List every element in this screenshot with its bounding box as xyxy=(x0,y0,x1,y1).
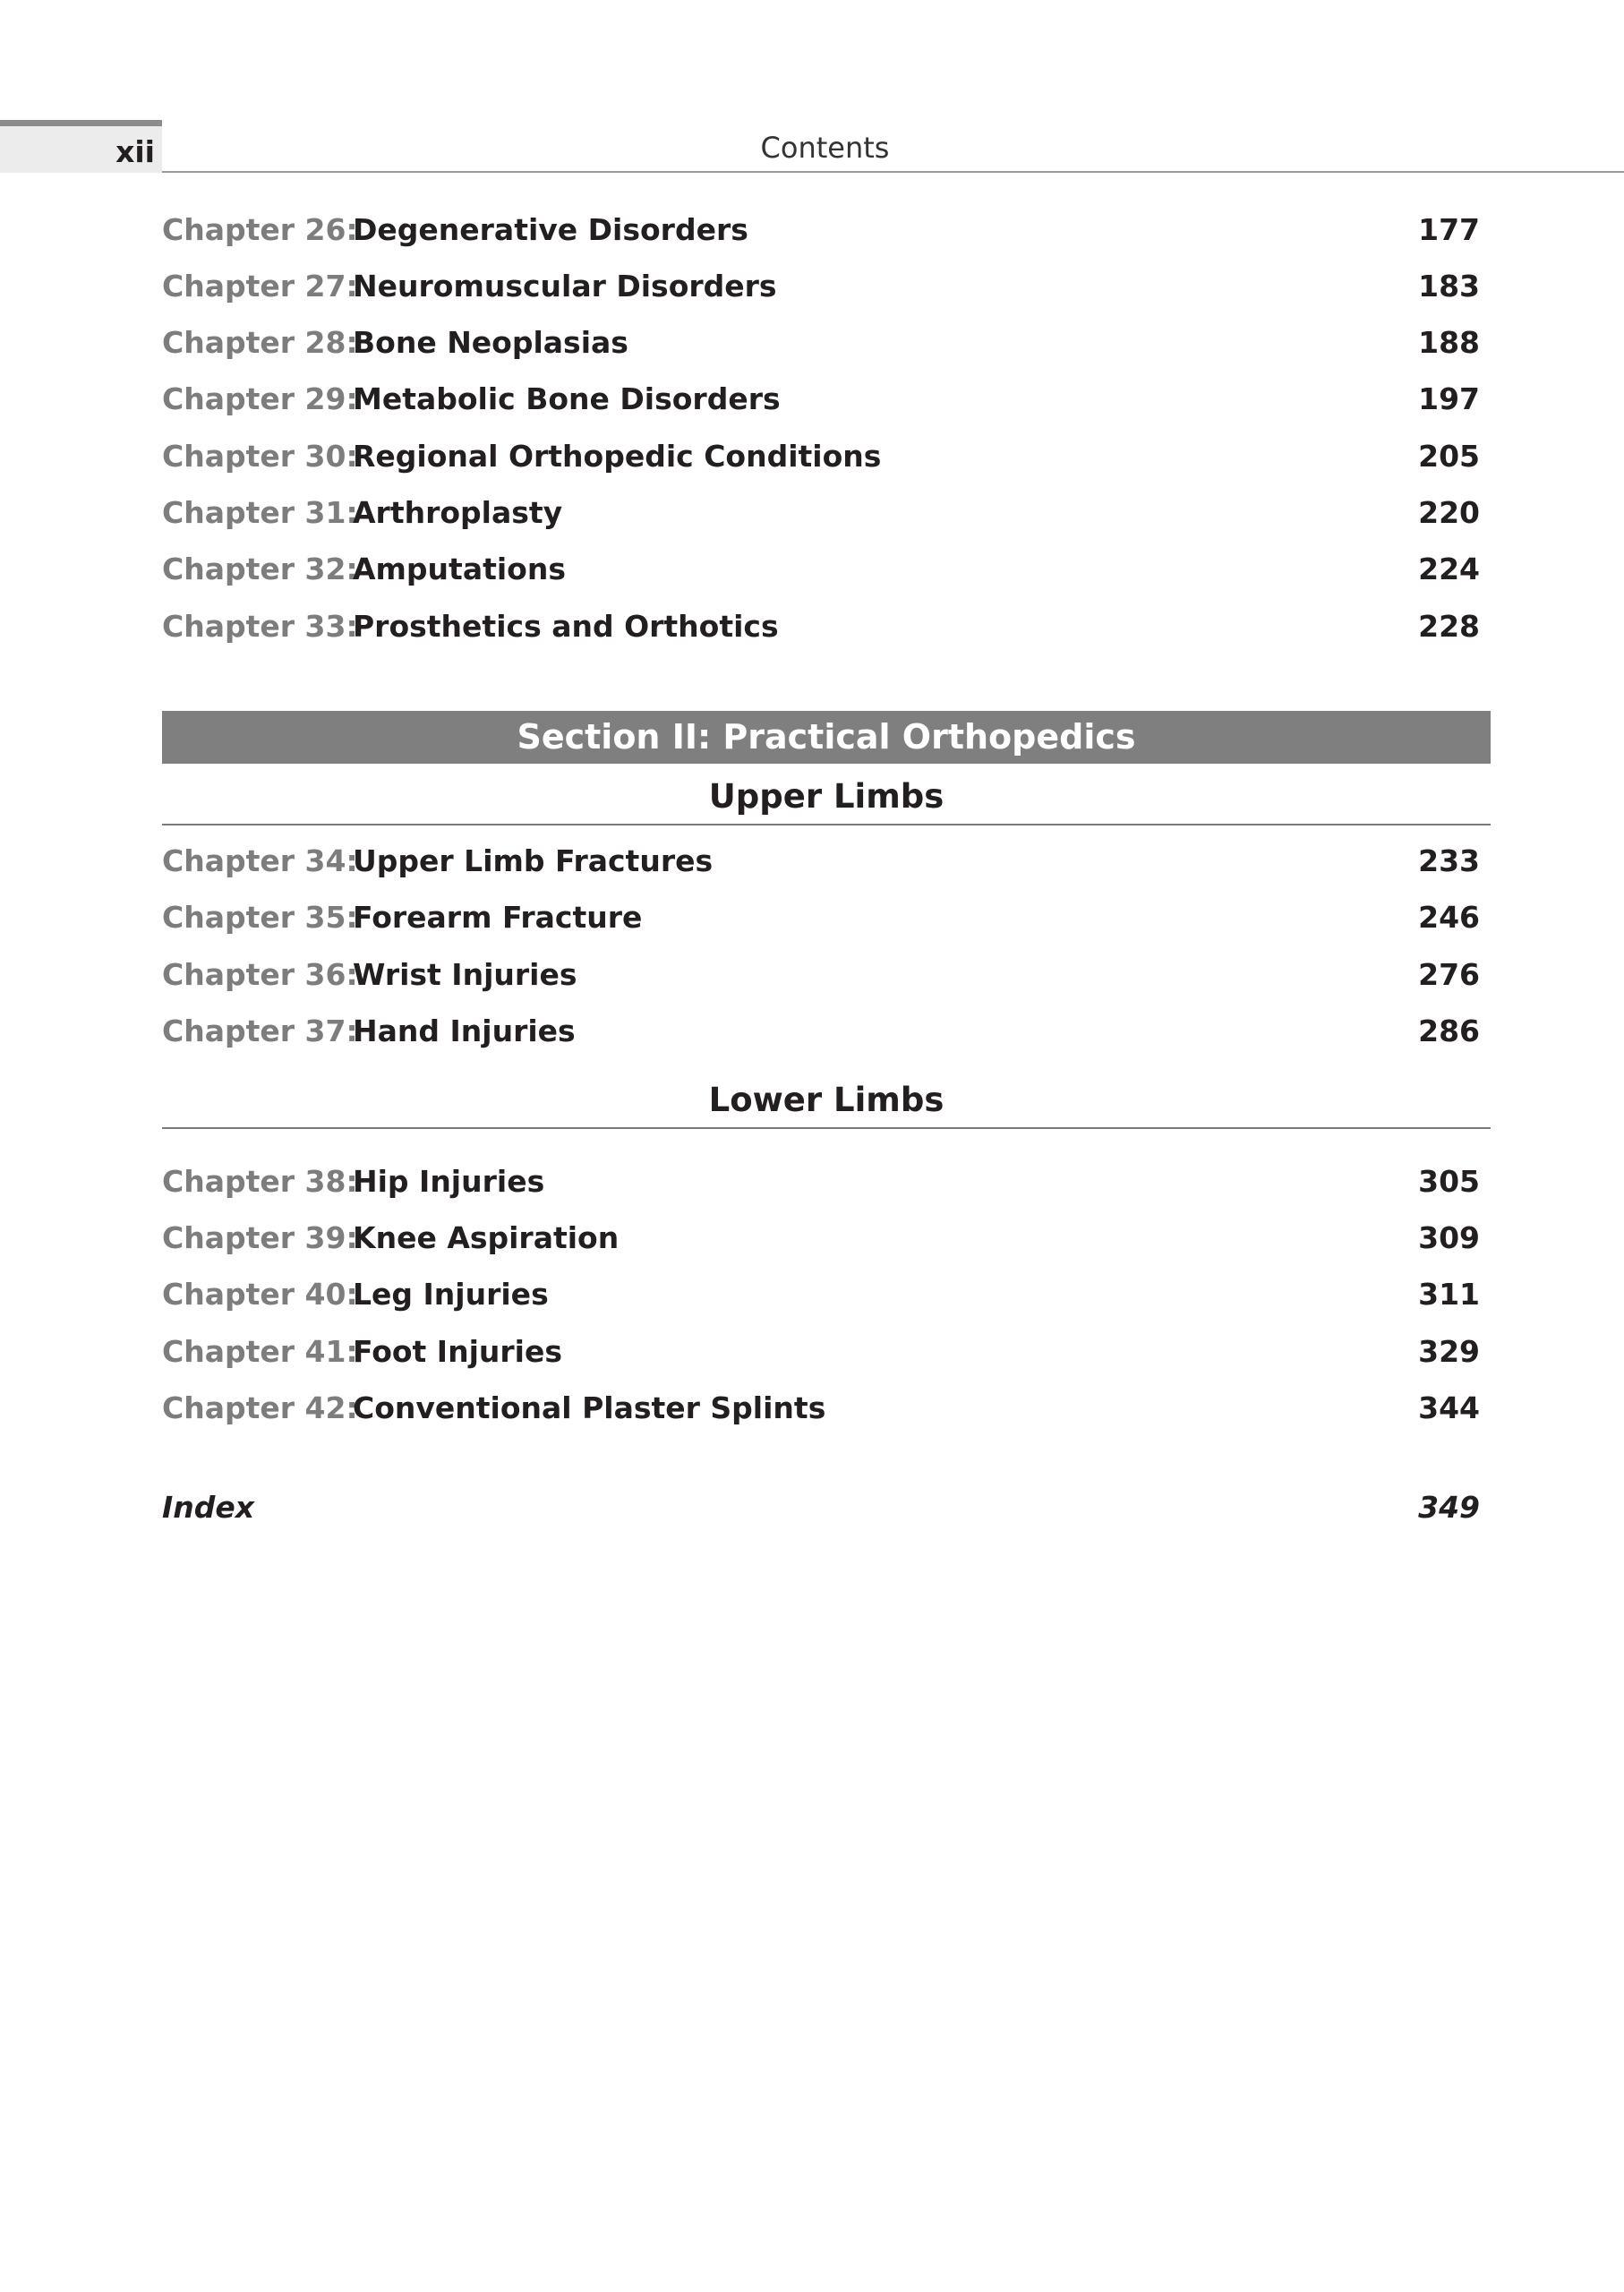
chapter-page: 311 xyxy=(1418,1277,1480,1312)
chapter-page: 205 xyxy=(1418,439,1480,474)
page-number: xii xyxy=(115,134,155,169)
chapter-number: Chapter 41: xyxy=(162,1334,358,1369)
chapter-title[interactable]: Wrist Injuries xyxy=(353,957,577,992)
subsection-rule xyxy=(162,1127,1491,1129)
chapter-page: 329 xyxy=(1418,1334,1480,1369)
chapter-number: Chapter 29: xyxy=(162,381,358,416)
chapter-number: Chapter 32: xyxy=(162,552,358,586)
chapter-number: Chapter 39: xyxy=(162,1220,358,1255)
chapter-page: 177 xyxy=(1418,212,1480,247)
chapter-page: 183 xyxy=(1418,269,1480,304)
chapter-page: 305 xyxy=(1418,1164,1480,1199)
toc-entry[interactable] xyxy=(162,1213,1491,1263)
chapter-page: 188 xyxy=(1418,325,1480,360)
chapter-title[interactable]: Degenerative Disorders xyxy=(353,212,748,247)
chapter-title[interactable]: Arthroplasty xyxy=(353,495,563,530)
toc-entry[interactable] xyxy=(162,544,1491,594)
toc-entry[interactable] xyxy=(162,1157,1491,1207)
chapter-page: 286 xyxy=(1418,1013,1480,1048)
chapter-title[interactable]: Conventional Plaster Splints xyxy=(353,1390,826,1425)
chapter-page: 220 xyxy=(1418,495,1480,530)
toc-entry[interactable] xyxy=(162,1006,1491,1056)
chapter-number: Chapter 28: xyxy=(162,325,358,360)
toc-entry[interactable] xyxy=(162,1270,1491,1320)
chapter-page: 233 xyxy=(1418,843,1480,878)
header-rule xyxy=(162,171,1624,173)
chapter-page: 276 xyxy=(1418,957,1480,992)
chapter-number: Chapter 37: xyxy=(162,1013,358,1048)
index-label[interactable]: Index xyxy=(162,1490,255,1525)
toc-entry[interactable] xyxy=(162,488,1491,538)
subsection-heading-upper-limbs: Upper Limbs xyxy=(708,777,944,816)
chapter-title[interactable]: Forearm Fracture xyxy=(353,900,643,935)
toc-entry[interactable] xyxy=(162,318,1491,368)
chapter-number: Chapter 31: xyxy=(162,495,358,530)
chapter-page: 246 xyxy=(1418,900,1480,935)
toc-entry[interactable] xyxy=(162,1383,1491,1433)
toc-entry[interactable] xyxy=(162,836,1491,886)
section-banner: Section II: Practical Orthopedics xyxy=(162,711,1491,764)
chapter-page: 344 xyxy=(1418,1390,1480,1425)
header-tab-bar xyxy=(0,120,162,126)
chapter-title[interactable]: Hip Injuries xyxy=(353,1164,545,1199)
chapter-title[interactable]: Regional Orthopedic Conditions xyxy=(353,439,882,474)
chapter-title[interactable]: Knee Aspiration xyxy=(353,1220,620,1255)
chapter-number: Chapter 42: xyxy=(162,1390,358,1425)
chapter-number: Chapter 27: xyxy=(162,269,358,304)
index-page: 349 xyxy=(1418,1490,1480,1525)
toc-entry[interactable] xyxy=(162,205,1491,255)
chapter-page: 309 xyxy=(1418,1220,1480,1255)
chapter-number: Chapter 34: xyxy=(162,843,358,878)
chapter-page: 228 xyxy=(1418,609,1480,644)
subsection-heading-lower-limbs: Lower Limbs xyxy=(708,1081,944,1119)
toc-entry[interactable] xyxy=(162,261,1491,312)
chapter-number: Chapter 40: xyxy=(162,1277,358,1312)
toc-entry[interactable] xyxy=(162,432,1491,482)
toc-entry[interactable] xyxy=(162,602,1491,652)
chapter-title[interactable]: Hand Injuries xyxy=(353,1013,576,1048)
chapter-number: Chapter 30: xyxy=(162,439,358,474)
toc-entry[interactable] xyxy=(162,893,1491,943)
chapter-number: Chapter 26: xyxy=(162,212,358,247)
toc-entry[interactable] xyxy=(162,1327,1491,1377)
chapter-number: Chapter 38: xyxy=(162,1164,358,1199)
chapter-title[interactable]: Leg Injuries xyxy=(353,1277,549,1312)
chapter-title[interactable]: Upper Limb Fractures xyxy=(353,843,714,878)
chapter-title[interactable]: Neuromuscular Disorders xyxy=(353,269,777,304)
running-head: Contents xyxy=(760,131,890,165)
chapter-number: Chapter 36: xyxy=(162,957,358,992)
chapter-title[interactable]: Prosthetics and Orthotics xyxy=(353,609,779,644)
chapter-title[interactable]: Bone Neoplasias xyxy=(353,325,628,360)
chapter-title[interactable]: Amputations xyxy=(353,552,566,586)
chapter-number: Chapter 33: xyxy=(162,609,358,644)
chapter-title[interactable]: Metabolic Bone Disorders xyxy=(353,381,781,416)
subsection-rule xyxy=(162,824,1491,825)
chapter-page: 224 xyxy=(1418,552,1480,586)
chapter-title[interactable]: Foot Injuries xyxy=(353,1334,562,1369)
toc-index-entry[interactable] xyxy=(162,1483,1491,1533)
toc-entry[interactable] xyxy=(162,374,1491,424)
chapter-number: Chapter 35: xyxy=(162,900,358,935)
toc-entry[interactable] xyxy=(162,950,1491,1000)
chapter-page: 197 xyxy=(1418,381,1480,416)
